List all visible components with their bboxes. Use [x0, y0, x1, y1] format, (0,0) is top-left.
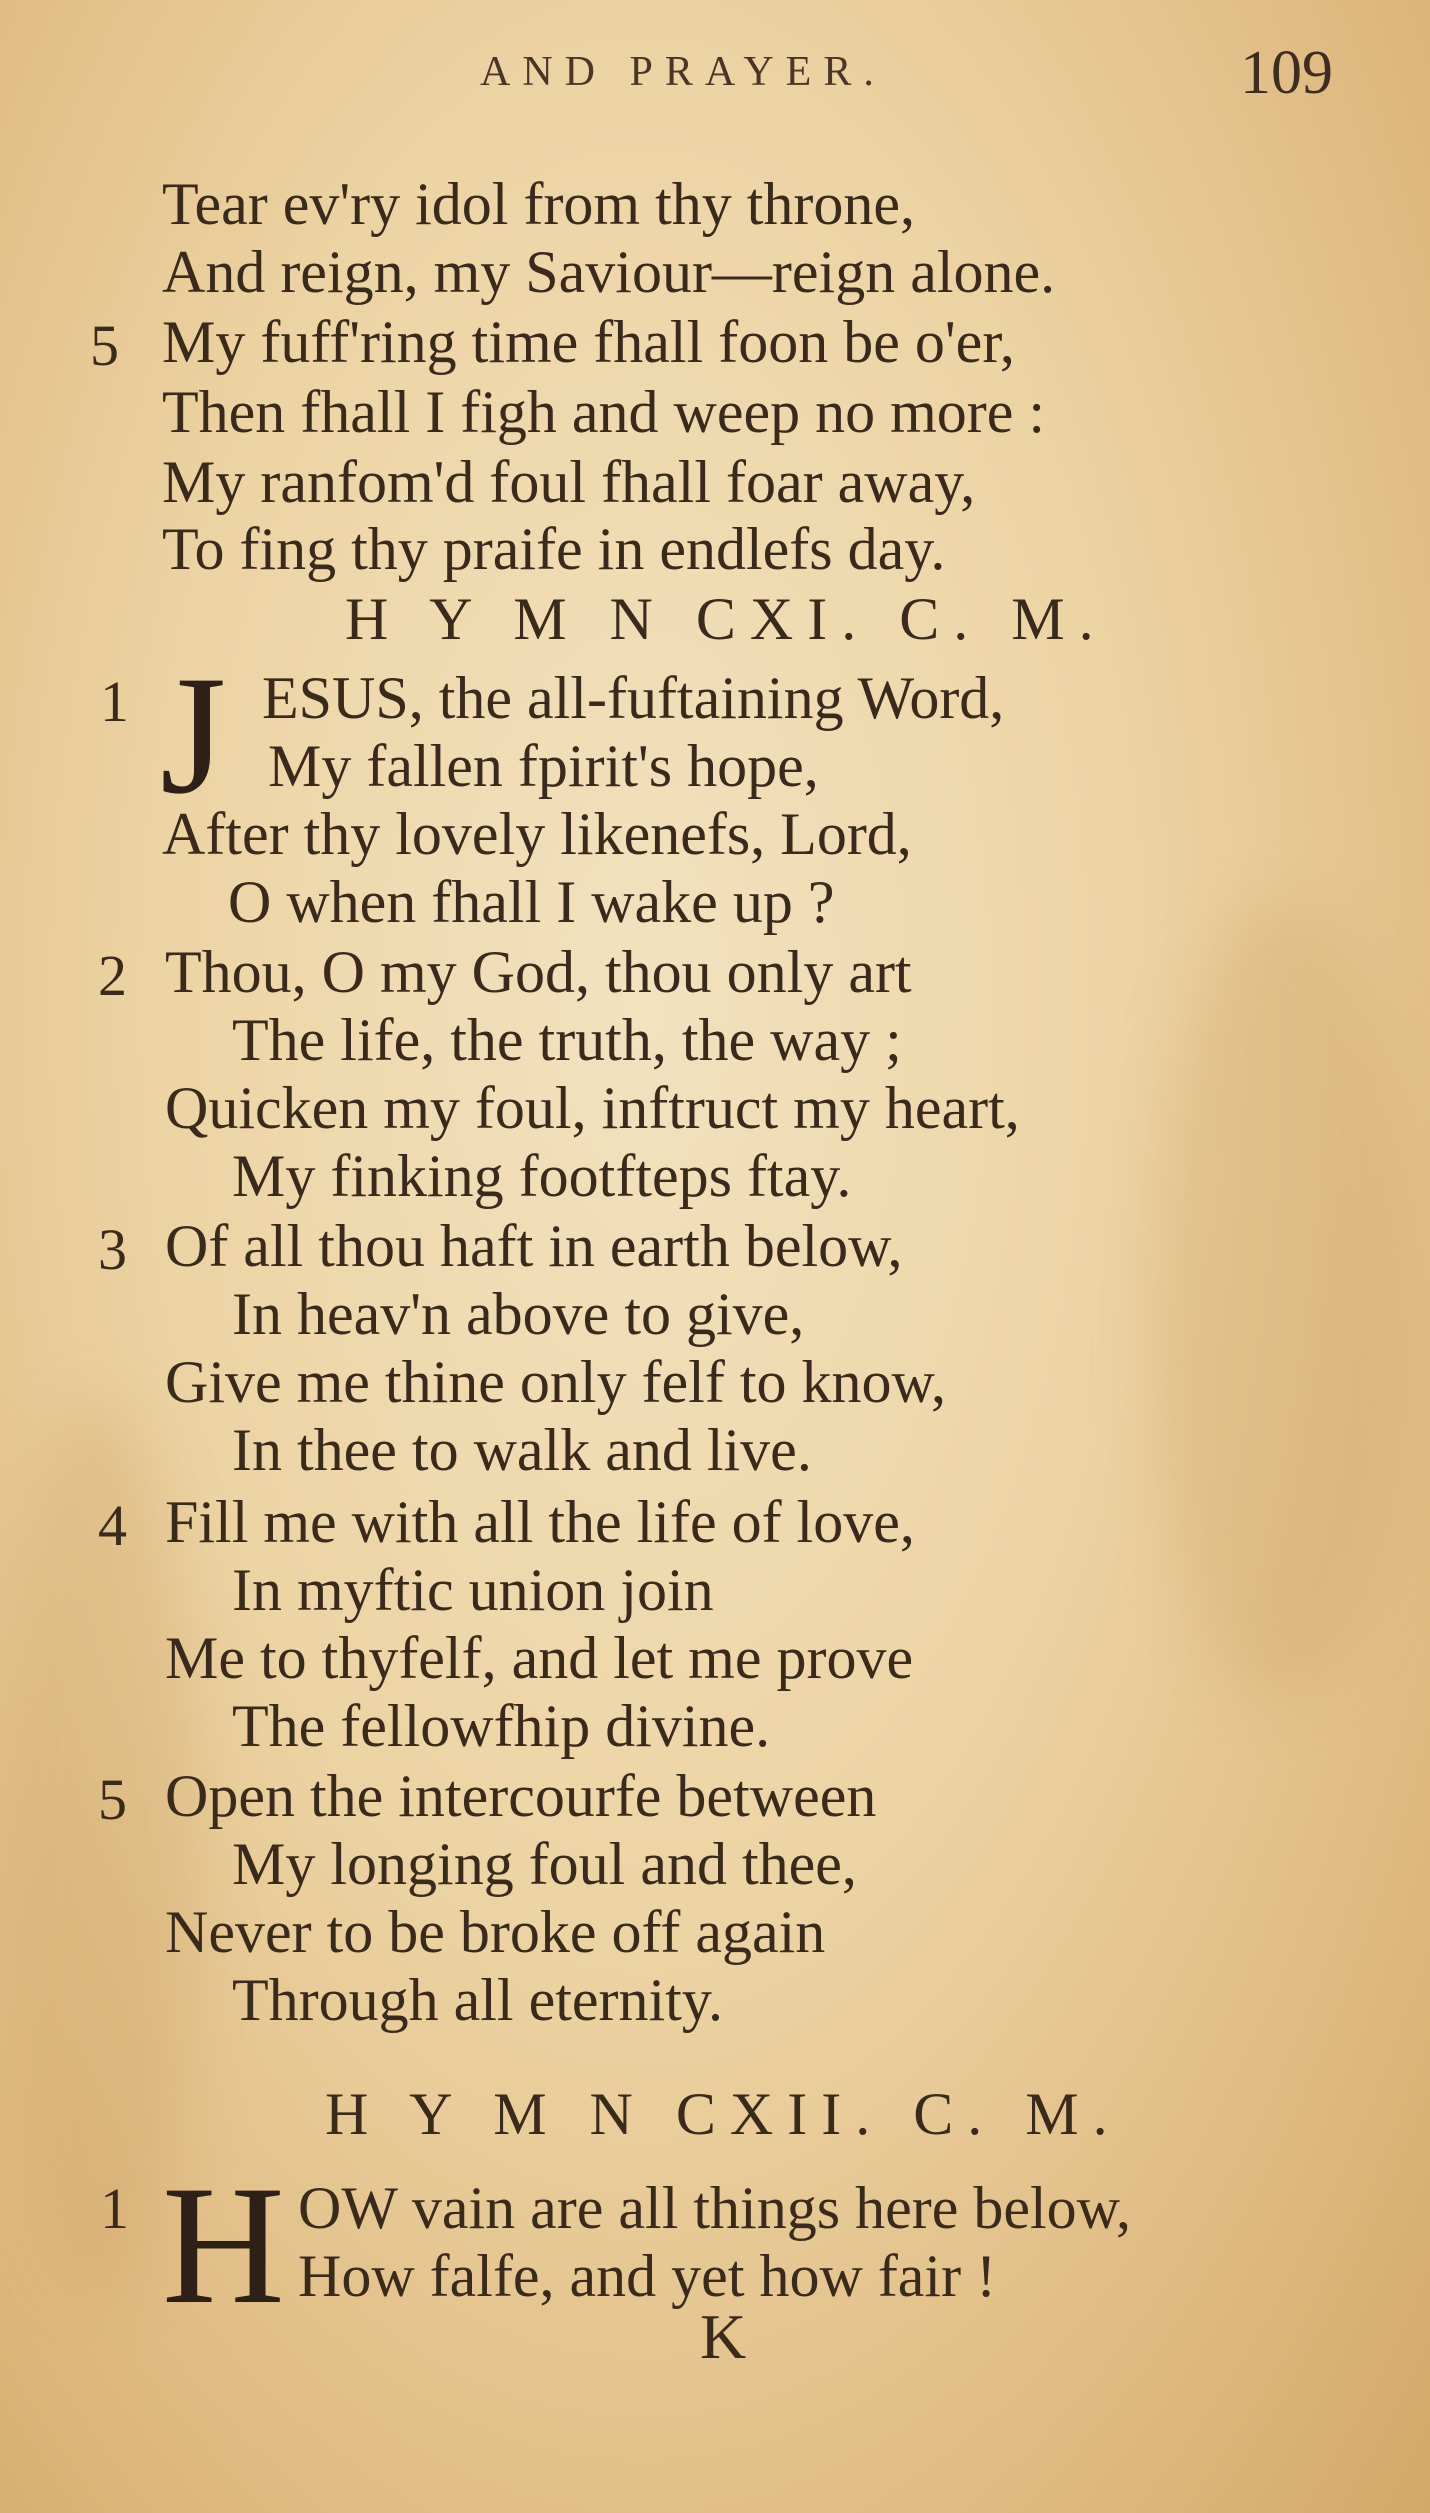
verse-line: Tear ev'ry idol from thy throne, — [162, 171, 916, 237]
verse-line: After thy lovely likenefs, Lord, — [162, 801, 912, 867]
verse-line: Give me thine only felf to know, — [165, 1349, 946, 1415]
verse-line: Open the intercourfe between — [165, 1763, 877, 1829]
verse-line: My finking footfteps ftay. — [232, 1143, 852, 1209]
verse-number: 1 — [100, 669, 129, 734]
verse-line: Quicken my foul, inftruct my heart, — [165, 1075, 1020, 1141]
drop-cap: J — [160, 641, 227, 829]
verse-number: 3 — [98, 1217, 127, 1282]
verse-line: Me to thyfelf, and let me prove — [165, 1625, 914, 1691]
verse-line: The life, the truth, the way ; — [232, 1007, 902, 1073]
running-title: AND PRAYER. — [480, 49, 886, 95]
verse-line: In thee to walk and live. — [232, 1417, 812, 1483]
verse-line: Through all eternity. — [232, 1967, 723, 2033]
verse-line: My fallen fpirit's hope, — [268, 733, 819, 799]
verse-line: OW vain are all things here below, — [298, 2175, 1132, 2241]
verse-line: Never to be broke off again — [165, 1899, 826, 1965]
verse-line: The fellowfhip divine. — [232, 1693, 771, 1759]
verse-number: 4 — [98, 1493, 127, 1558]
verse-line: My ranfom'd foul fhall foar away, — [162, 449, 976, 515]
verse-line: Thou, O my God, thou only art — [165, 939, 912, 1005]
verse-number: 2 — [98, 943, 127, 1008]
verse-line: In heav'n above to give, — [232, 1281, 805, 1347]
page-number: 109 — [1240, 39, 1333, 107]
verse-number: 5 — [98, 1767, 127, 1832]
verse-number: 1 — [100, 2176, 129, 2241]
verse-line: My fuff'ring time fhall foon be o'er, — [162, 309, 1015, 375]
signature-mark: K — [700, 2301, 747, 2372]
verse-line: To fing thy praife in endlefs day. — [162, 516, 946, 582]
verse-line: And reign, my Saviour—reign alone. — [162, 239, 1056, 305]
drop-cap: H — [162, 2151, 285, 2339]
paper-stain — [1150, 900, 1410, 1700]
verse-line: How falfe, and yet how fair ! — [298, 2243, 997, 2309]
verse-line: Of all thou haft in earth below, — [165, 1213, 903, 1279]
verse-line: O when fhall I wake up ? — [228, 869, 835, 935]
hymn-title: H Y M N CXII. C. M. — [325, 2081, 1122, 2147]
verse-line: In myftic union join — [232, 1557, 714, 1623]
verse-line: Then fhall I figh and weep no more : — [162, 379, 1046, 445]
verse-line: ESUS, the all-fuftaining Word, — [262, 665, 1005, 731]
hymn-title: H Y M N CXI. C. M. — [345, 586, 1108, 652]
verse-line: My longing foul and thee, — [232, 1831, 857, 1897]
verse-line: Fill me with all the life of love, — [165, 1489, 915, 1555]
verse-number: 5 — [90, 313, 119, 378]
